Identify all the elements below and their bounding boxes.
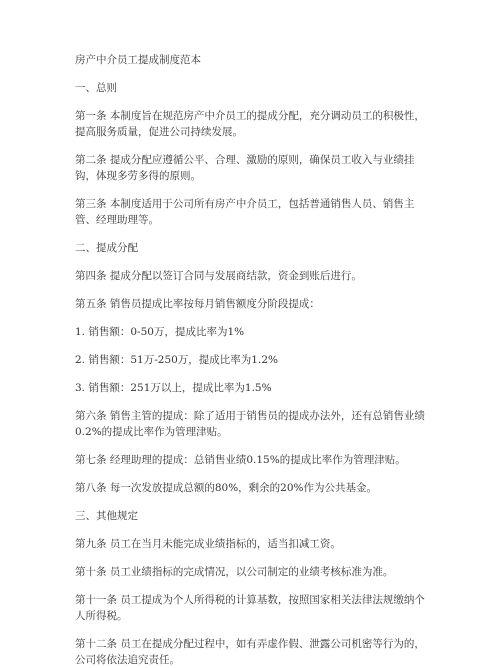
section-heading-general: 一、总则 xyxy=(75,82,117,94)
article-7: 第七条 经理助理的提成：总销售业绩0.15%的提成比率作为管理津贴。 xyxy=(75,454,406,466)
article-10: 第十条 员工业绩指标的完成情况，以公司制定的业绩考核标准为准。 xyxy=(75,566,394,578)
document-title: 房产中介员工提成制度范本 xyxy=(75,54,201,66)
article-6: 第六条 销售主管的提成：除了适用于销售员的提成办法外，还有总销售业绩0.2%的提成比率作为管理津贴。 xyxy=(75,410,425,438)
article-11: 第十一条 员工提成为个人所得税的计算基数，按照国家相关法律法规缴纳个人所得税。 xyxy=(75,594,425,622)
article-1: 第一条 本制度旨在规范房产中介员工的提成分配，充分调动员工的积极性，提高服务质量，促进公司持续发展。 xyxy=(75,110,425,138)
commission-tier-1: 1. 销售额：0-50万，提成比率为1% xyxy=(75,326,245,338)
commission-tier-2: 2. 销售额：51万-250万，提成比率为1.2% xyxy=(75,354,278,366)
commission-tier-3: 3. 销售额：251万以上，提成比率为1.5% xyxy=(75,382,272,394)
article-9: 第九条 员工在当月未能完成业绩指标的，适当扣减工资。 xyxy=(75,538,341,550)
article-5: 第五条 销售员提成比率按每月销售额度分阶段提成： xyxy=(75,298,320,310)
article-12: 第十二条 员工在提成分配过程中，如有弄虚作假、泄露公司机密等行为的，公司将依法追究责任。 xyxy=(75,638,425,666)
document-body xyxy=(75,52,435,668)
article-2: 第二条 提成分配应遵循公平、合理、激励的原则，确保员工收入与业绩挂钩，体现多劳多得的原则。 xyxy=(75,154,415,182)
article-8: 第八条 每一次发放提成总额的80%，剩余的20%作为公共基金。 xyxy=(75,482,378,494)
article-4: 第四条 提成分配以签订合同与发展商结款，资金到账后进行。 xyxy=(75,270,362,282)
article-3: 第三条 本制度适用于公司所有房产中介员工，包括普通销售人员、销售主管、经理助理等。 xyxy=(75,198,415,226)
section-heading-commission: 二、提成分配 xyxy=(75,242,138,254)
section-heading-other: 三、其他规定 xyxy=(75,510,138,522)
